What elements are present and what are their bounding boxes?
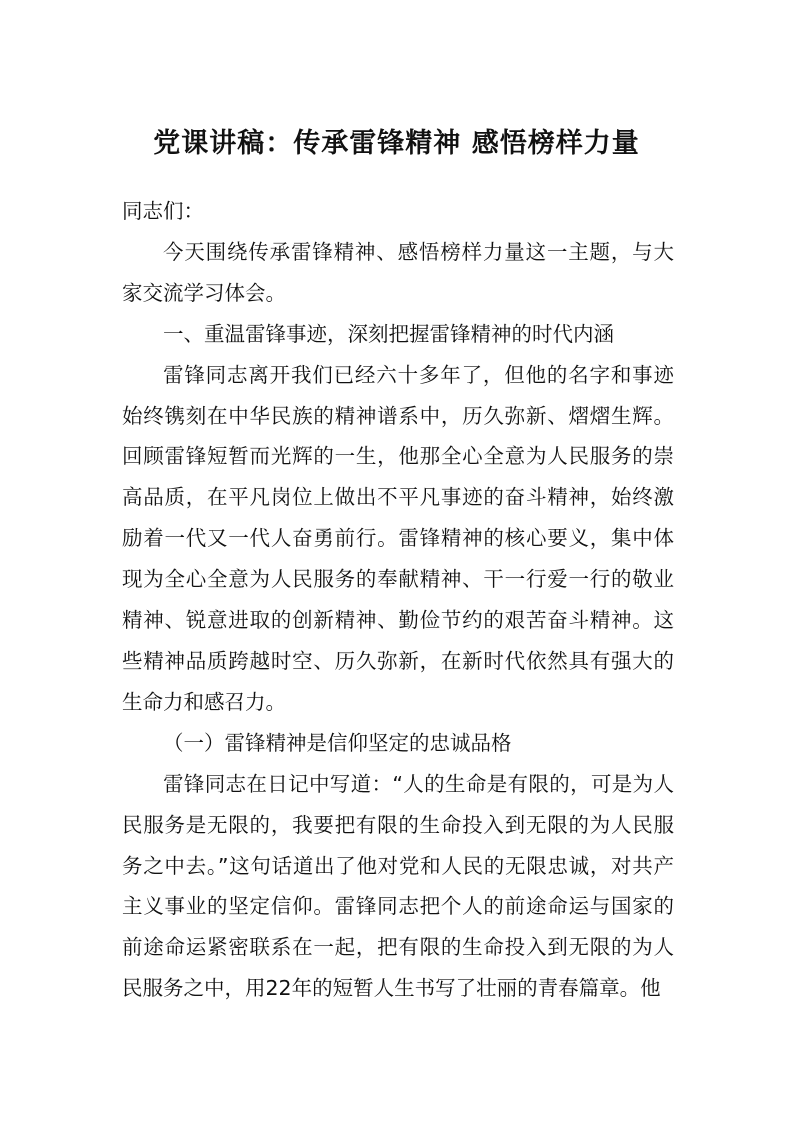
paragraph-body: 雷锋同志离开我们已经六十多年了，但他的名字和事迹始终镌刻在中华民族的精神谱系中，历久弥新、熠熠生辉。回顾雷锋短暂而光辉的一生，他那全心全意为人民服务的崇高品质，在平凡岗位上做出不平凡事迹的奋斗精神，始终激励着一代又一代人奋勇前行。雷锋精神的核心要义，集中体现为全心全意为人民服务的奉献精神、干一行爱一行的敬业精神、锐意进取的创新精神、勤俭节约的艰苦奋斗精神。这些精神品质跨越时空、历久弥新，在新时代依然具有强大的生命力和感召力。 [122, 362, 674, 714]
paragraph-intro: 今天围绕传承雷锋精神、感悟榜样力量这一主题，与大家交流学习体会。 [122, 239, 674, 305]
subsection-heading-1: （一）雷锋精神是信仰坚定的忠诚品格 [163, 730, 512, 755]
document-body [122, 191, 674, 1009]
document-title: 党课讲稿：传承雷锋精神 感悟榜样力量 [153, 128, 640, 159]
section-heading-1: 一、重温雷锋事迹，深刻把握雷锋精神的时代内涵 [163, 321, 614, 346]
paragraph-body: 雷锋同志在日记中写道：“人的生命是有限的，可是为人民服务是无限的，我要把有限的生命投入到无限的为人民服务之中去。”这句话道出了他对党和人民的无限忠诚，对共产主义事业的坚定信仰。雷锋同志把个人的前途命运与国家的前途命运紧密联系在一起，把有限的生命投入到无限的为人民服务之中，用22年的短暂人生书写了壮丽的青春篇章。他 [122, 771, 674, 1001]
paragraph-salutation: 同志们： [122, 199, 204, 223]
